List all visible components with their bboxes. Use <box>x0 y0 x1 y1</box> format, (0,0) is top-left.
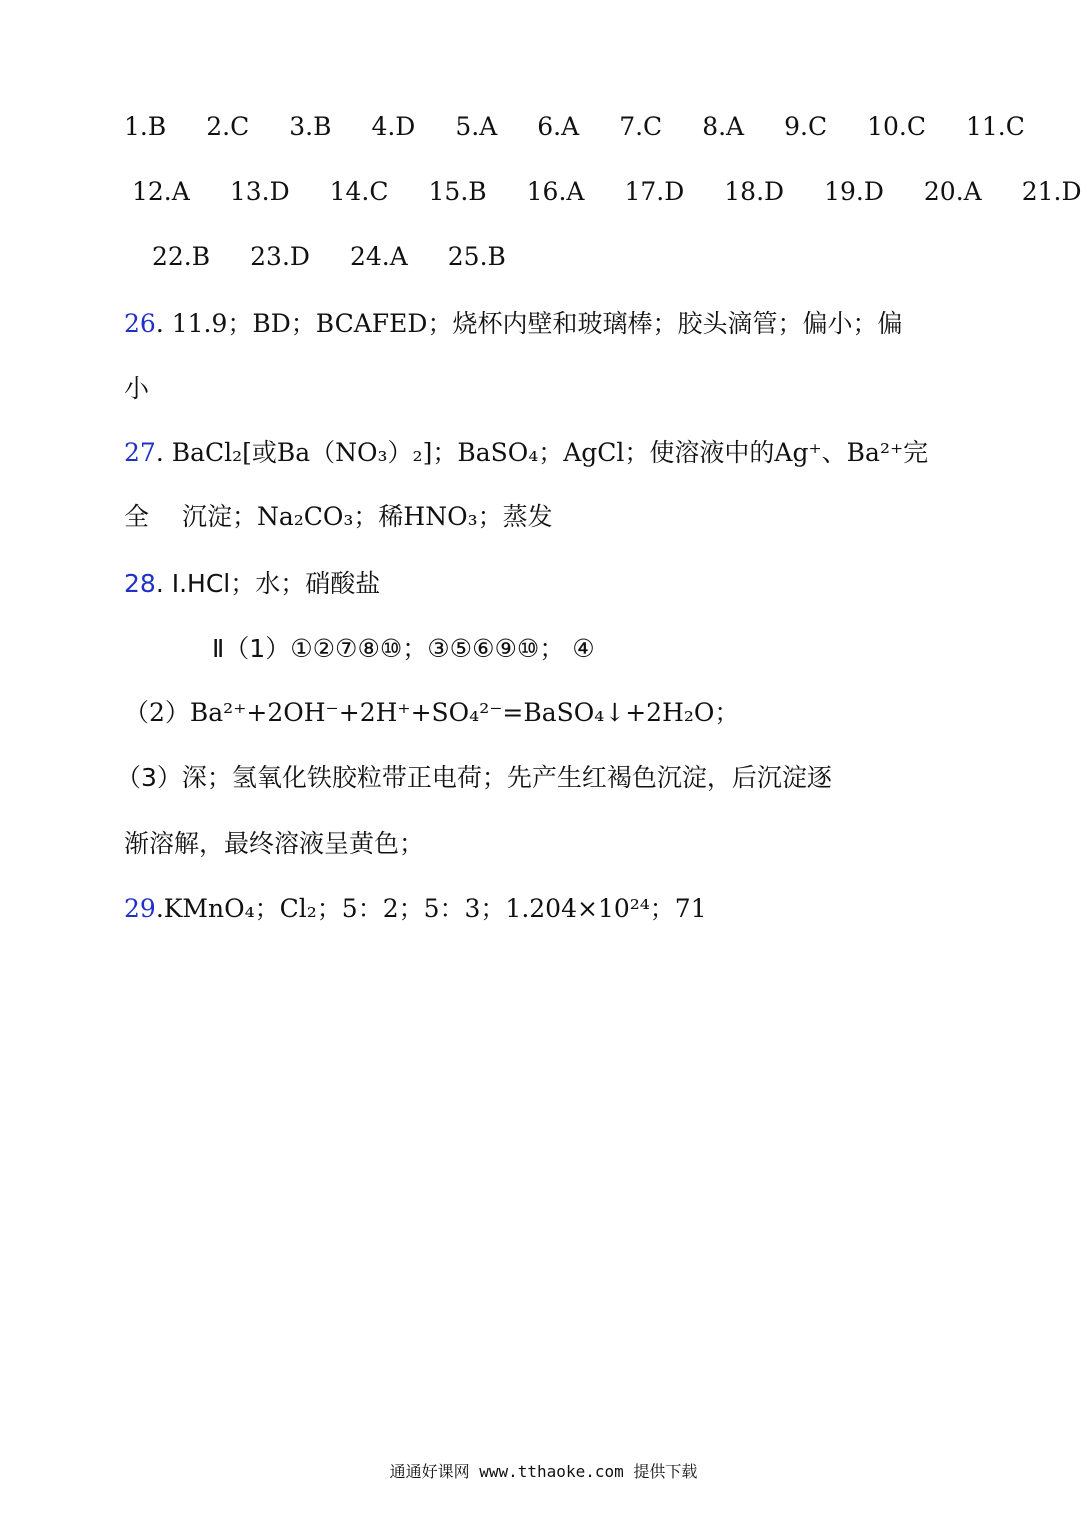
mcq-answer: 10.C <box>867 112 926 141</box>
mcq-answers-row-1 <box>124 110 1025 144</box>
question-number-27: 27 <box>124 438 156 467</box>
answer-28-part-4-text: （3）深；氢氧化铁胶粒带正电荷；先产生红褐色沉淀，后沉淀逐 <box>116 763 832 792</box>
mcq-answer: 6.A <box>537 112 580 141</box>
answer-28-part-3 <box>124 696 987 730</box>
mcq-answer: 21.D <box>1021 177 1082 206</box>
mcq-answer: 1.B <box>124 112 167 141</box>
question-number-28: 28 <box>124 569 156 598</box>
mcq-answers-row-2 <box>132 175 1082 209</box>
mcq-answer: 7.C <box>619 112 663 141</box>
mcq-answer: 4.D <box>371 112 416 141</box>
answer-27-line-1 <box>124 436 987 470</box>
answer-28-part-2 <box>212 632 987 666</box>
mcq-answer: 14.C <box>329 177 389 206</box>
mcq-answer: 18.D <box>724 177 785 206</box>
answer-28-part-1 <box>124 567 987 601</box>
answer-26-line-2 <box>124 372 987 406</box>
mcq-answer: 25.B <box>447 242 506 271</box>
mcq-answer: 3.B <box>289 112 332 141</box>
answer-28-part-1-text: . Ⅰ.HCl；水；硝酸盐 <box>155 569 381 598</box>
mcq-answer: 13.D <box>229 177 290 206</box>
answer-26-text-continued: 小 <box>124 374 150 403</box>
mcq-answer: 9.C <box>784 112 828 141</box>
mcq-answer: 15.B <box>428 177 487 206</box>
mcq-answer: 2.C <box>206 112 250 141</box>
mcq-answer: 17.D <box>624 177 685 206</box>
answer-29-line-1 <box>124 892 987 926</box>
answer-26-text: . 11.9；BD；BCAFED；烧杯内壁和玻璃棒；胶头滴管；偏小；偏 <box>155 309 903 338</box>
mcq-answer: 8.A <box>702 112 745 141</box>
answer-28-part-2-text: Ⅱ（1）①②⑦⑧⑩；③⑤⑥⑨⑩； ④ <box>212 634 595 663</box>
question-number-29: 29 <box>124 894 156 923</box>
answer-28-part-4 <box>116 761 987 795</box>
mcq-answer: 22.B <box>152 242 211 271</box>
mcq-answers-row-3 <box>152 240 987 274</box>
page-footer: 通通好课网 www.tthaoke.com 提供下载 <box>389 1462 698 1481</box>
mcq-answer: 20.A <box>923 177 982 206</box>
mcq-answer: 11.C <box>965 112 1025 141</box>
mcq-answer: 19.D <box>824 177 884 206</box>
answer-26-line-1 <box>124 307 987 341</box>
answer-28-part-5 <box>124 827 987 861</box>
mcq-answer: 23.D <box>250 242 310 271</box>
answer-27-text-continued: 全 沉淀；Na₂CO₃；稀HNO₃；蒸发 <box>124 502 553 531</box>
answer-28-part-3-text: （2）Ba²⁺+2OH⁻+2H⁺+SO₄²⁻=BaSO₄↓+2H₂O； <box>124 698 740 727</box>
answer-28-part-5-text: 渐溶解，最终溶液呈黄色； <box>124 829 425 858</box>
mcq-answer: 16.A <box>526 177 585 206</box>
answer-27-text: . BaCl₂[或Ba（NO₃）₂]；BaSO₄；AgCl；使溶液中的Ag⁺、Ba²⁺完 <box>155 438 929 467</box>
mcq-answer: 12.A <box>132 177 190 206</box>
mcq-answer: 5.A <box>455 112 498 141</box>
mcq-answer: 24.A <box>349 242 408 271</box>
answer-29-text: .KMnO₄；Cl₂；5：2；5：3；1.204×10²⁴；71 <box>155 894 707 923</box>
answer-27-line-2 <box>124 500 987 534</box>
question-number-26: 26 <box>124 309 156 338</box>
